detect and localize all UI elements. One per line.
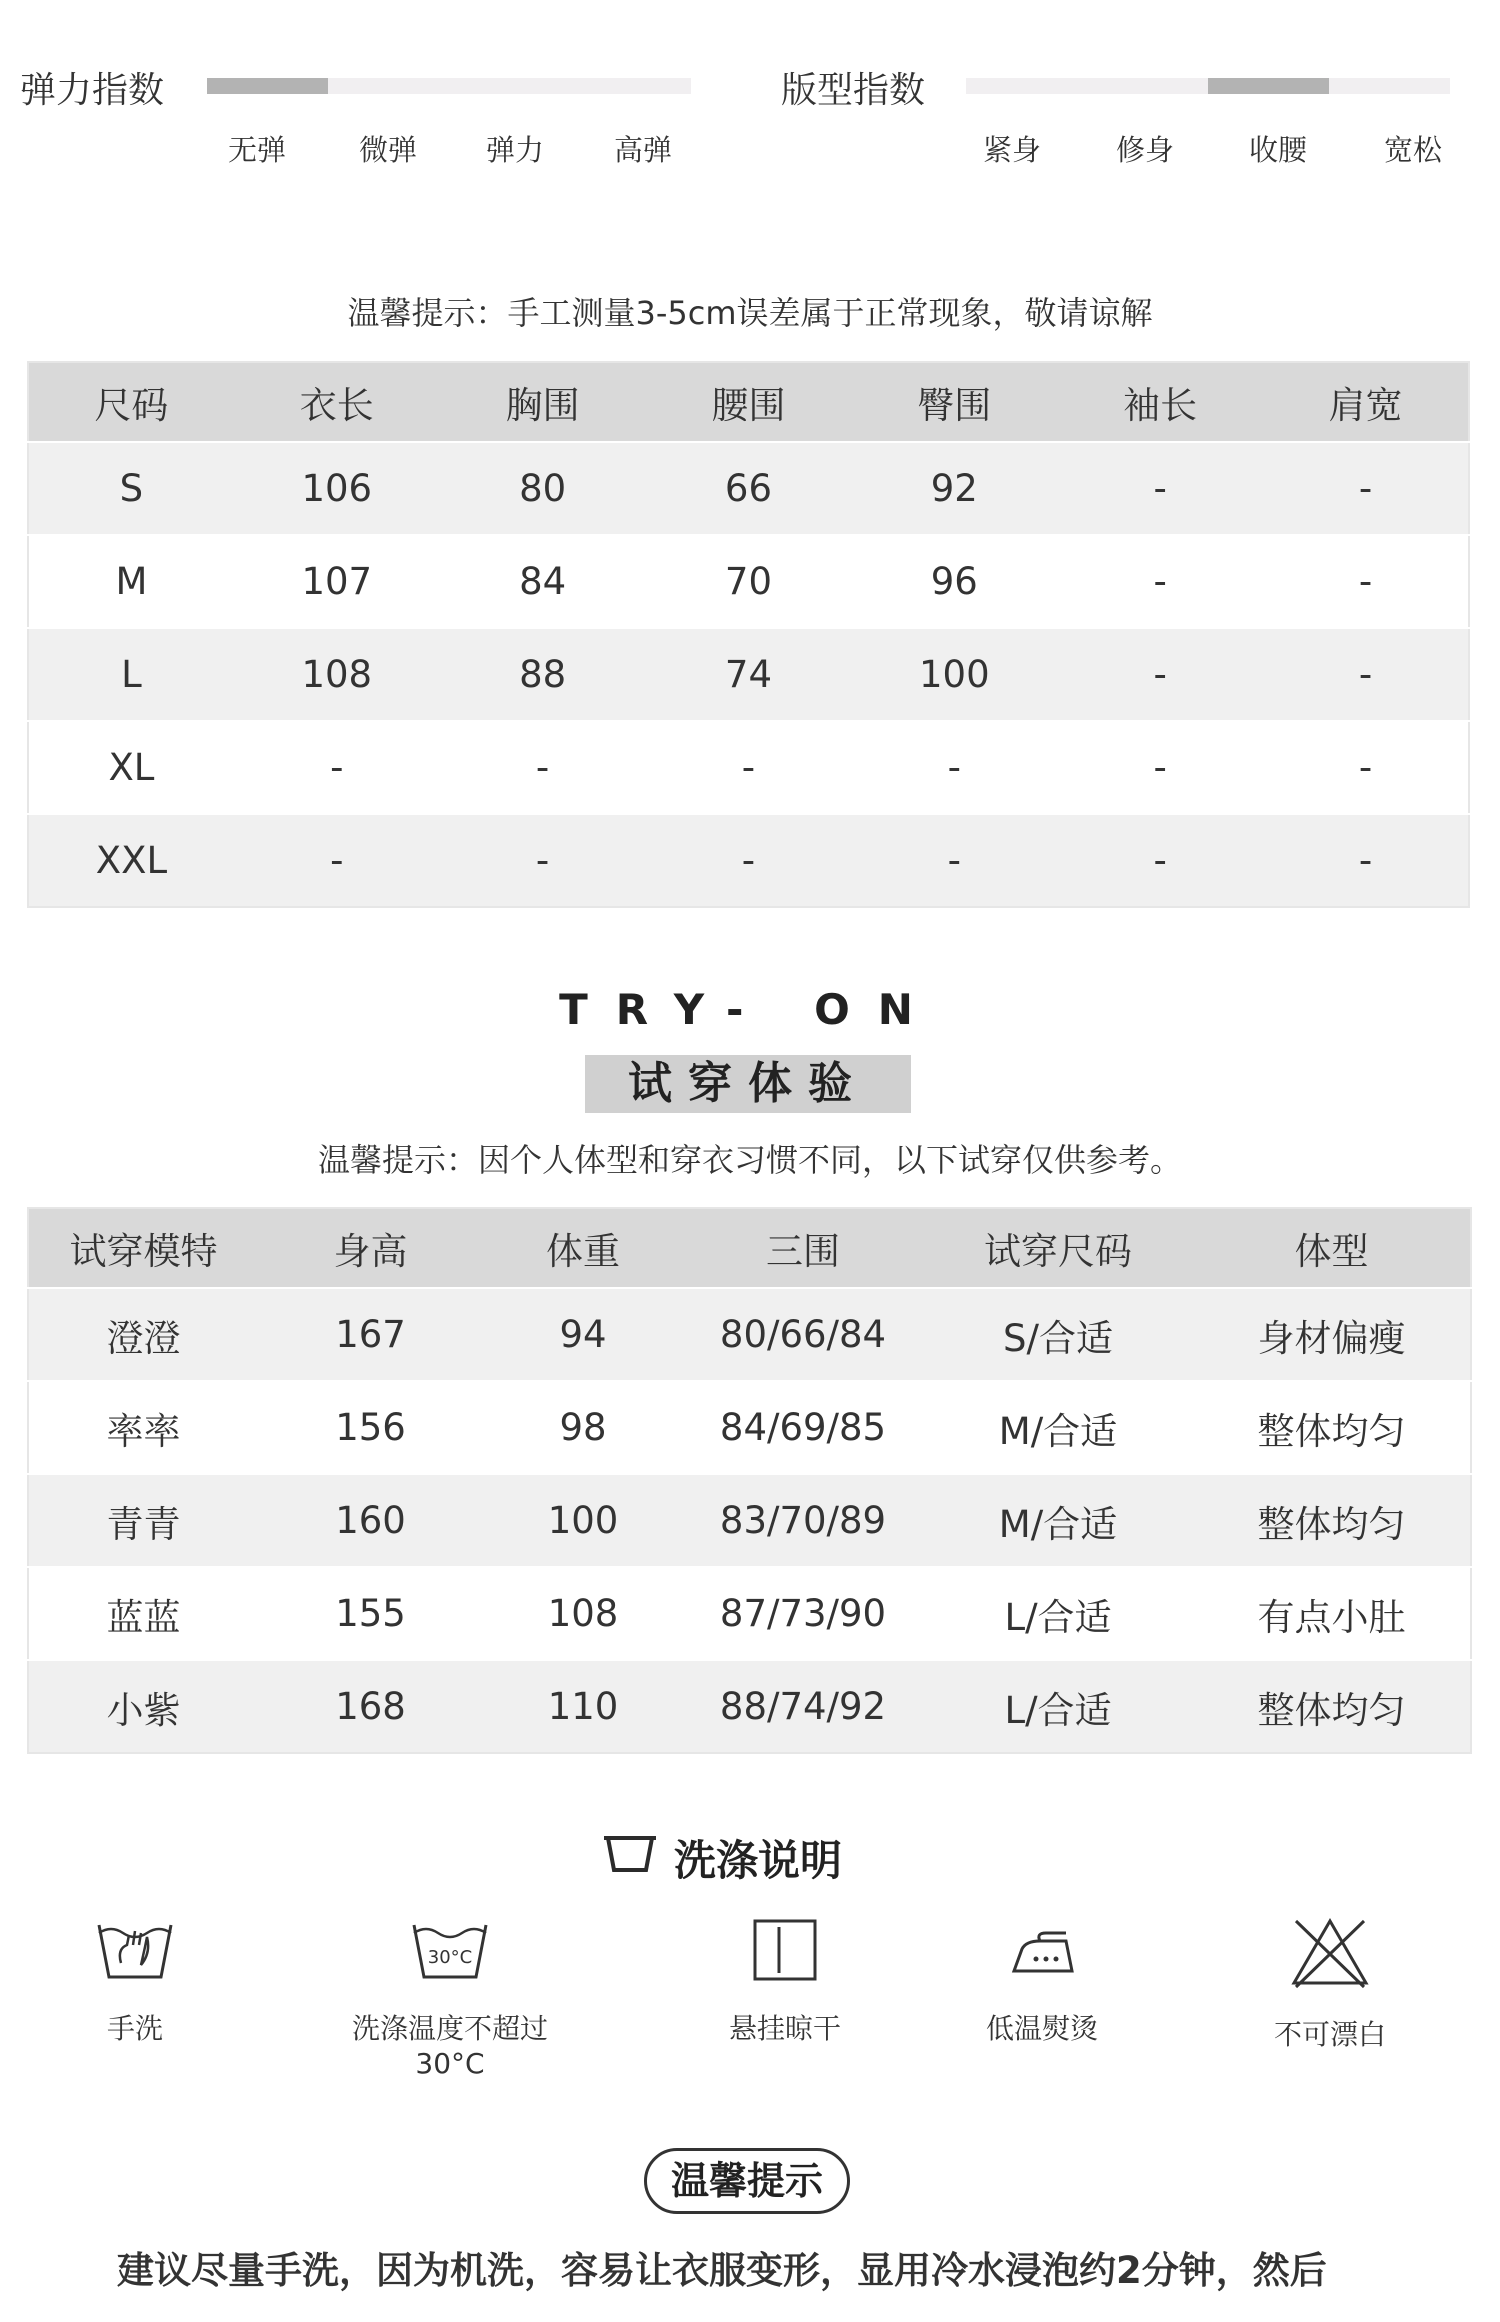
header-height: 身高 <box>258 1208 483 1288</box>
table-cell: - <box>234 814 440 907</box>
table-cell: - <box>234 721 440 814</box>
header-shoulder: 肩宽 <box>1263 362 1469 442</box>
table-cell: 167 <box>258 1288 483 1381</box>
table-cell: 整体均匀 <box>1193 1474 1471 1567</box>
care-item-hand-wash <box>5 1915 265 2047</box>
table-cell: 160 <box>258 1474 483 1567</box>
table-cell: M <box>28 535 234 628</box>
table-row <box>28 814 1469 907</box>
table-cell: - <box>646 814 852 907</box>
table-cell: 88/74/92 <box>683 1660 923 1753</box>
table-cell: S <box>28 442 234 535</box>
header-sleeve: 袖长 <box>1057 362 1263 442</box>
table-cell: 92 <box>851 442 1057 535</box>
table-cell: M/合适 <box>923 1474 1193 1567</box>
tryon-table-header <box>28 1208 1471 1288</box>
table-cell: 108 <box>234 628 440 721</box>
table-cell: XXL <box>28 814 234 907</box>
care-label: 低温熨烫 <box>985 2012 1098 2045</box>
wash-30c-icon <box>320 1915 580 1985</box>
table-row <box>28 442 1469 535</box>
table-cell: 74 <box>646 628 852 721</box>
tryon-note: 温馨提示：因个人体型和穿衣习惯不同，以下试穿仅供参考。 <box>317 1141 1182 1179</box>
fit-option: 紧身 <box>982 133 1041 167</box>
table-cell: - <box>851 721 1057 814</box>
fit-level-bar <box>1208 78 1329 94</box>
table-cell: XL <box>28 721 234 814</box>
care-item-no-bleach <box>1200 1915 1460 2053</box>
table-cell: - <box>646 721 852 814</box>
table-cell: 156 <box>258 1381 483 1474</box>
elasticity-option: 微弹 <box>358 133 417 167</box>
table-cell: 108 <box>483 1567 683 1660</box>
table-cell: - <box>1057 721 1263 814</box>
size-table-header <box>28 362 1469 442</box>
table-cell: - <box>851 814 1057 907</box>
no-bleach-icon <box>1200 1915 1460 1991</box>
header-bust: 胸围 <box>440 362 646 442</box>
table-row <box>28 1567 1471 1660</box>
fit-track <box>966 78 1450 94</box>
wash-temp-text: 30°C <box>427 1947 473 1968</box>
table-cell: 96 <box>851 535 1057 628</box>
table-cell: L/合适 <box>923 1660 1193 1753</box>
table-cell: 100 <box>483 1474 683 1567</box>
table-cell: L <box>28 628 234 721</box>
low-iron-icon <box>912 1915 1172 1985</box>
fit-option: 修身 <box>1115 133 1174 167</box>
table-cell: - <box>1057 535 1263 628</box>
header-model: 试穿模特 <box>28 1208 258 1288</box>
care-label: 不可漂白 <box>1273 2018 1386 2051</box>
elasticity-option: 弹力 <box>485 133 544 167</box>
care-label: 洗涤温度不超过30°C <box>351 2012 548 2080</box>
table-cell: 155 <box>258 1567 483 1660</box>
table-cell: 蓝蓝 <box>28 1567 258 1660</box>
header-size: 尺码 <box>28 362 234 442</box>
table-row <box>28 1660 1471 1753</box>
table-cell: 106 <box>234 442 440 535</box>
header-length: 衣长 <box>234 362 440 442</box>
care-label: 悬挂晾干 <box>728 2012 841 2045</box>
table-cell: - <box>1263 535 1469 628</box>
tryon-table <box>27 1207 1472 1754</box>
fit-option: 收腰 <box>1248 133 1307 167</box>
table-row <box>28 535 1469 628</box>
care-item-wash-30c <box>320 1915 580 2080</box>
tryon-title-cn: 试穿体验 <box>585 1055 911 1113</box>
table-cell: 87/73/90 <box>683 1567 923 1660</box>
wash-title-text: 洗涤说明 <box>674 1836 843 1885</box>
wash-basin-icon <box>600 1830 660 1886</box>
table-cell: 青青 <box>28 1474 258 1567</box>
table-row <box>28 1474 1471 1567</box>
table-cell: L/合适 <box>923 1567 1193 1660</box>
table-cell: - <box>440 814 646 907</box>
table-row <box>28 1381 1471 1474</box>
hang-dry-icon <box>655 1915 915 1985</box>
wash-section-title <box>600 1828 842 1888</box>
tryon-title-en: TRY- ON <box>559 985 941 1034</box>
table-cell: 整体均匀 <box>1193 1381 1471 1474</box>
table-cell: - <box>1263 628 1469 721</box>
table-cell: - <box>1057 628 1263 721</box>
table-cell: 澄澄 <box>28 1288 258 1381</box>
table-row <box>28 721 1469 814</box>
table-cell: - <box>1263 814 1469 907</box>
header-weight: 体重 <box>483 1208 683 1288</box>
header-waist: 腰围 <box>646 362 852 442</box>
table-cell: 84 <box>440 535 646 628</box>
table-cell: - <box>1263 721 1469 814</box>
table-cell: 83/70/89 <box>683 1474 923 1567</box>
table-cell: 168 <box>258 1660 483 1753</box>
table-cell: 率率 <box>28 1381 258 1474</box>
table-row <box>28 1288 1471 1381</box>
table-cell: 整体均匀 <box>1193 1660 1471 1753</box>
care-label: 手洗 <box>106 2012 163 2045</box>
care-item-hang-dry <box>655 1915 915 2047</box>
fit-title: 版型指数 <box>781 70 926 111</box>
table-cell: 84/69/85 <box>683 1381 923 1474</box>
table-cell: 110 <box>483 1660 683 1753</box>
fit-option: 宽松 <box>1383 133 1442 167</box>
table-row <box>28 628 1469 721</box>
table-cell: 107 <box>234 535 440 628</box>
size-note: 温馨提示：手工测量3-5cm误差属于正常现象，敬请谅解 <box>347 294 1153 332</box>
header-hip: 臀围 <box>851 362 1057 442</box>
elasticity-level-bar <box>207 78 328 94</box>
table-cell: S/合适 <box>923 1288 1193 1381</box>
table-cell: - <box>1057 814 1263 907</box>
table-cell: - <box>440 721 646 814</box>
table-cell: 70 <box>646 535 852 628</box>
table-cell: 有点小肚 <box>1193 1567 1471 1660</box>
elasticity-track <box>207 78 691 94</box>
table-cell: 88 <box>440 628 646 721</box>
elasticity-option: 无弹 <box>227 133 286 167</box>
table-cell: 94 <box>483 1288 683 1381</box>
table-cell: - <box>1263 442 1469 535</box>
size-table <box>27 361 1470 908</box>
table-cell: 98 <box>483 1381 683 1474</box>
table-cell: M/合适 <box>923 1381 1193 1474</box>
tips-label: 温馨提示 <box>644 2148 850 2214</box>
tips-text: 建议尽量手洗，因为机洗，容易让衣服变形，显用冷水浸泡约2分钟，然后 <box>117 2249 1327 2292</box>
header-measurements: 三围 <box>683 1208 923 1288</box>
table-cell: - <box>1057 442 1263 535</box>
header-body-type: 体型 <box>1193 1208 1471 1288</box>
table-cell: 身材偏瘦 <box>1193 1288 1471 1381</box>
hand-wash-icon <box>5 1915 265 1985</box>
table-cell: 66 <box>646 442 852 535</box>
elasticity-title: 弹力指数 <box>20 70 165 111</box>
table-cell: 100 <box>851 628 1057 721</box>
header-tried-size: 试穿尺码 <box>923 1208 1193 1288</box>
care-item-low-iron <box>912 1915 1172 2047</box>
table-cell: 小紫 <box>28 1660 258 1753</box>
elasticity-option: 高弹 <box>613 133 672 167</box>
table-cell: 80 <box>440 442 646 535</box>
table-cell: 80/66/84 <box>683 1288 923 1381</box>
